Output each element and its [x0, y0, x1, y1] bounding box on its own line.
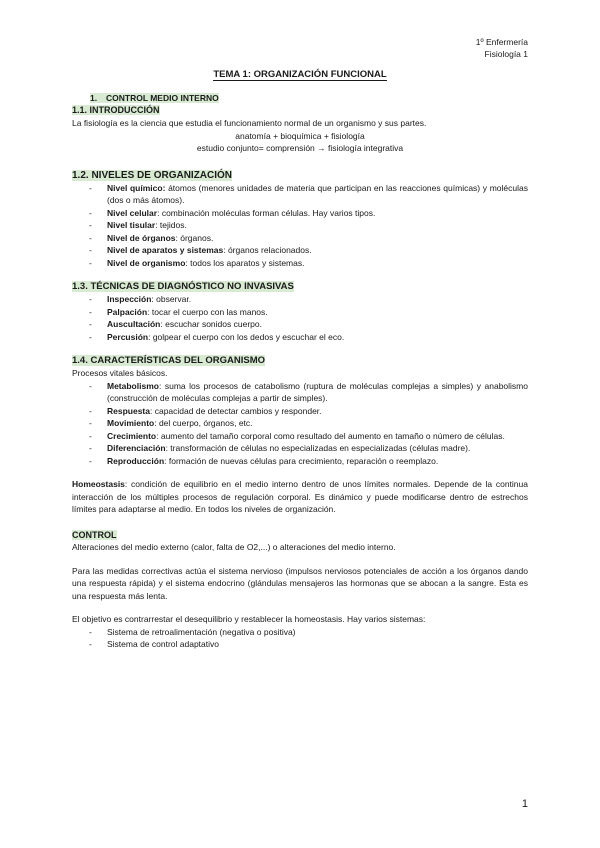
item-desc: : tejidos.	[155, 220, 187, 230]
item-term: Auscultación	[107, 319, 161, 329]
control-paragraph-1: Alteraciones del medio externo (calor, falta de O2,...) o alteraciones del medio interno.	[72, 542, 396, 552]
section-1-1-heading	[72, 104, 528, 117]
control-heading	[72, 529, 528, 542]
item-term: Palpación	[107, 306, 148, 317]
item-desc: : transformación de células no especializadas en especializadas (células madre).	[165, 443, 471, 453]
list-item: - Nivel de organismo: todos los aparatos y sistemas.	[89, 257, 305, 268]
homeostasis-paragraph	[72, 478, 528, 516]
item-desc: : capacidad de detectar cambios y responder.	[150, 405, 322, 416]
list-item: - Inspección: observar.	[89, 294, 192, 304]
list-item: - Respuesta: capacidad de detectar cambios y responder.	[89, 405, 322, 416]
list-item: - Nivel de aparatos y sistemas: órganos relacionados.	[89, 245, 312, 255]
item-desc: : suma los procesos de catabolismo (ruptura de moléculas complejas a simples) y anabolismo (construcción de moléculas complejas a partir de simples).	[107, 380, 528, 403]
levels-list	[72, 182, 528, 270]
page-number: 1	[521, 798, 528, 810]
item-text: Sistema de control adaptativo	[107, 639, 219, 649]
list-item: - Percusión: golpear el cuerpo con los dedos y escuchar el eco.	[89, 331, 345, 342]
section-1-title: CONTROL MEDIO INTERNO	[106, 92, 219, 103]
item-term: Nivel de aparatos y sistemas	[107, 245, 224, 255]
item-term: Movimiento	[107, 418, 155, 428]
intro-paragraph: La fisiología es la ciencia que estudia el funcionamiento normal de un organismo y sus partes.	[72, 118, 427, 128]
section-1-3-title: 1.3. TÉCNICAS DE DIAGNÓSTICO NO INVASIVAS	[72, 281, 294, 292]
item-desc: : del cuerpo, órganos, etc.	[154, 418, 253, 428]
item-desc: : golpear el cuerpo con los dedos y escuchar el eco.	[148, 331, 345, 342]
item-term: Crecimiento	[107, 430, 157, 441]
control-paragraph-3: El objetivo es contrarrestar el desequilibrio y restablecer la homeostasis. Hay varios sistemas:	[72, 614, 426, 624]
item-term: Nivel celular	[107, 207, 158, 218]
control-paragraph-2: Para las medidas correctivas actúa el sistema nervioso (impulsos nerviosos potenciales de acción a los órganos dando una respuesta rápida) y el sistema endocrino (glándulas mensajeros las hormonas que se abocan a la sangre. Esta es una respuesta más lenta.	[72, 565, 528, 601]
control-title: CONTROL	[72, 529, 117, 540]
list-item: - Auscultación: escuchar sonidos cuerpo.	[89, 319, 262, 329]
item-term: Respuesta	[107, 405, 150, 416]
section-1-1-title: 1.1. INTRODUCCIÓN	[72, 105, 160, 115]
item-term: Reproducción	[107, 455, 165, 466]
section-1-4-title: 1.4. CARACTERÍSTICAS DEL ORGANISMO	[72, 355, 266, 366]
item-desc: : todos los aparatos y sistemas.	[185, 257, 305, 268]
title-text: TEMA 1: ORGANIZACIÓN FUNCIONAL	[213, 69, 387, 80]
list-item: - Sistema de retroalimentación (negativa o positiva)	[89, 626, 296, 637]
item-term: Inspección	[107, 294, 152, 304]
characteristics-list	[72, 380, 528, 468]
section-1-heading	[90, 92, 528, 105]
item-desc: átomos (menores unidades de materia que participan en las reacciones químicas) y moléculas (dos o más átomos).	[107, 182, 528, 205]
techniques-list	[72, 293, 528, 343]
item-desc: : escuchar sonidos cuerpo.	[160, 319, 262, 329]
list-item: - Nivel de órganos: órganos.	[89, 232, 214, 243]
list-item: - Movimiento: del cuerpo, órganos, etc.	[89, 418, 253, 428]
item-desc: : órganos.	[175, 232, 214, 243]
list-item: - Diferenciación: transformación de células no especializadas en especializadas (células madre).	[89, 443, 471, 453]
list-item: - Sistema de control adaptativo	[89, 639, 219, 649]
list-item: - Nivel celular: combinación moléculas forman células. Hay varios tipos.	[89, 207, 376, 218]
section-1-number: 1.	[90, 92, 98, 103]
item-desc: : formación de nuevas células para crecimiento, reparación o reemplazo.	[164, 455, 439, 466]
item-desc: : aumento del tamaño corporal como resultado del aumento en tamaño o número de células.	[156, 430, 505, 441]
section-1-3-heading	[72, 280, 528, 293]
header-course: 1º Enfermería	[475, 37, 528, 47]
homeostasis-term: Homeostasis	[72, 479, 125, 489]
formula-line-1: anatomía + bioquímica + fisiología	[235, 130, 365, 141]
item-desc: : órganos relacionados.	[223, 245, 312, 255]
item-term: Nivel químico:	[107, 182, 166, 193]
list-item: - Nivel tisular: tejidos.	[89, 220, 187, 230]
item-desc: : observar.	[151, 294, 192, 304]
section-1-2-title: 1.2. NIVELES DE ORGANIZACIÓN	[72, 169, 233, 181]
item-term: Diferenciación	[107, 443, 166, 453]
section-1-highlight	[90, 93, 219, 103]
item-term: Nivel de órganos	[107, 232, 176, 243]
item-term: Nivel tisular	[107, 220, 156, 230]
item-term: Nivel de organismo	[107, 257, 186, 268]
item-term: Percusión	[107, 331, 149, 342]
homeostasis-text: : condición de equilibrio en el medio interno dentro de unos límites normales. Depende de la continua interacción de los múltiples procesos de regulación corporal. Es dinámico y puede modificarse dentro de estrechos límites para adaptarse al medio. En todos los niveles de organización.	[72, 479, 528, 514]
item-desc: : tocar el cuerpo con las manos.	[147, 306, 268, 317]
formula-line-2: estudio conjunto= comprensión → fisiología integrativa	[196, 143, 404, 153]
section-1-2-heading	[72, 169, 528, 182]
header-subject: Fisiología 1	[484, 49, 528, 59]
item-term: Metabolismo	[107, 380, 159, 391]
item-text: Sistema de retroalimentación (negativa o positiva)	[107, 626, 296, 637]
list-item: - Nivel químico: átomos (menores unidades de materia que participan en las reacciones químicas) y moléculas (dos o más átomos).	[89, 182, 528, 205]
section-1-4-heading	[72, 354, 528, 367]
page-header	[72, 36, 528, 60]
page-title	[72, 69, 528, 82]
list-item: - Crecimiento: aumento del tamaño corporal como resultado del aumento en tamaño o número de células.	[89, 430, 505, 441]
control-systems-list	[72, 626, 528, 651]
list-item: - Palpación: tocar el cuerpo con las manos.	[89, 306, 268, 317]
list-item: - Metabolismo: suma los procesos de catabolismo (ruptura de moléculas complejas a simples) y anabolismo (construcción de moléculas complejas a partir de simples).	[89, 380, 528, 403]
item-desc: : combinación moléculas forman células. Hay varios tipos.	[157, 207, 376, 218]
vital-processes-intro: Procesos vitales básicos.	[72, 368, 168, 378]
list-item: - Reproducción: formación de nuevas células para crecimiento, reparación o reemplazo.	[89, 455, 439, 466]
